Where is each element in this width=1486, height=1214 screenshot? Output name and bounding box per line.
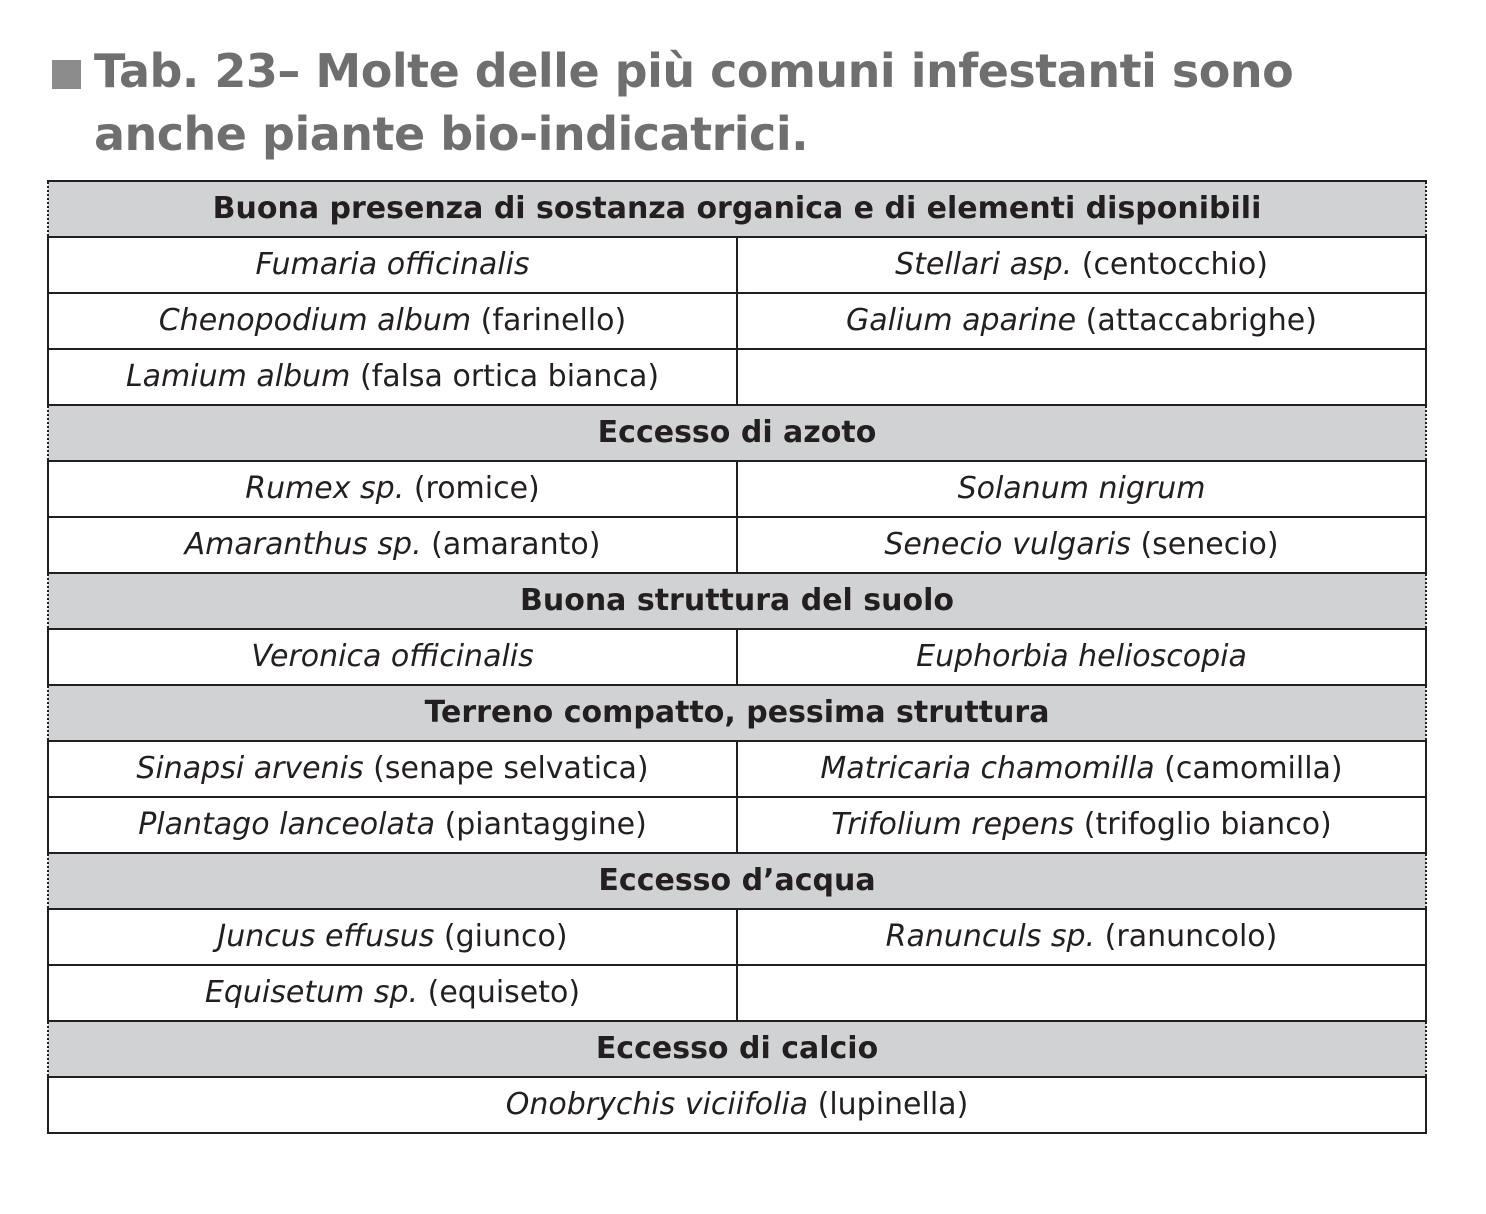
plant-cell bbox=[737, 461, 1426, 517]
common-name: (camomilla) bbox=[1164, 751, 1343, 786]
table-row bbox=[48, 629, 1426, 685]
table-row bbox=[48, 1077, 1426, 1133]
scientific-name: Juncus effusus bbox=[217, 919, 435, 954]
plant-cell bbox=[48, 517, 737, 573]
scientific-name: Chenopodium album bbox=[158, 303, 472, 338]
section-header-row bbox=[48, 685, 1426, 741]
table-row bbox=[48, 965, 1426, 1021]
section-heading: Buona presenza di sostanza organica e di elementi disponibili bbox=[48, 181, 1426, 237]
common-name: (equiseto) bbox=[427, 975, 581, 1010]
common-name: (farinello) bbox=[480, 303, 627, 338]
common-name: (centocchio) bbox=[1081, 247, 1268, 282]
plant-cell bbox=[737, 517, 1426, 573]
scientific-name: Veronica officinalis bbox=[251, 639, 534, 674]
section-header-row bbox=[48, 853, 1426, 909]
common-name: (amaranto) bbox=[431, 527, 601, 562]
common-name: (ranuncolo) bbox=[1104, 919, 1278, 954]
section-heading: Buona struttura del suolo bbox=[48, 573, 1426, 629]
common-name: (attaccabrighe) bbox=[1085, 303, 1317, 338]
common-name: (trifoglio bianco) bbox=[1083, 807, 1332, 842]
common-name: (senape selvatica) bbox=[373, 751, 649, 786]
table-row bbox=[48, 909, 1426, 965]
scientific-name: Onobrychis viciifolia bbox=[505, 1087, 809, 1122]
table-row bbox=[48, 741, 1426, 797]
plant-cell bbox=[737, 629, 1426, 685]
bio-indicator-table bbox=[47, 180, 1427, 1134]
section-heading: Eccesso d’acqua bbox=[48, 853, 1426, 909]
plant-cell bbox=[48, 629, 737, 685]
scientific-name: Solanum nigrum bbox=[957, 471, 1206, 506]
plant-cell bbox=[48, 237, 737, 293]
page-title: Tab. 23– Molte delle più comuni infestanti sono anche piante bio-indicatrici. bbox=[94, 44, 1294, 161]
plant-cell bbox=[737, 797, 1426, 853]
common-name: (senecio) bbox=[1140, 527, 1279, 562]
plant-cell bbox=[48, 293, 737, 349]
plant-cell bbox=[737, 909, 1426, 965]
plant-cell bbox=[48, 797, 737, 853]
section-header-row bbox=[48, 1021, 1426, 1077]
scientific-name: Euphorbia helioscopia bbox=[916, 639, 1247, 674]
plant-cell bbox=[48, 461, 737, 517]
scientific-name: Rumex sp. bbox=[245, 471, 405, 506]
table-row bbox=[48, 797, 1426, 853]
scientific-name: Plantago lanceolata bbox=[138, 807, 436, 842]
plant-cell bbox=[48, 1077, 1426, 1133]
scientific-name: Ranunculs sp. bbox=[885, 919, 1096, 954]
section-heading: Eccesso di calcio bbox=[48, 1021, 1426, 1077]
scientific-name: Lamium album bbox=[125, 359, 351, 394]
table-row bbox=[48, 237, 1426, 293]
common-name: (lupinella) bbox=[817, 1087, 969, 1122]
plant-cell bbox=[48, 741, 737, 797]
section-header-row bbox=[48, 573, 1426, 629]
common-name: (romice) bbox=[413, 471, 540, 506]
plant-cell bbox=[737, 237, 1426, 293]
scientific-name: Galium aparine bbox=[846, 303, 1077, 338]
section-heading: Eccesso di azoto bbox=[48, 405, 1426, 461]
plant-cell bbox=[737, 965, 1426, 1021]
scientific-name: Equisetum sp. bbox=[204, 975, 419, 1010]
section-header-row bbox=[48, 405, 1426, 461]
table-row bbox=[48, 293, 1426, 349]
plant-cell bbox=[737, 349, 1426, 405]
scientific-name: Sinapsi arvenis bbox=[136, 751, 364, 786]
scientific-name: Stellari asp. bbox=[895, 247, 1073, 282]
scientific-name: Matricaria chamomilla bbox=[820, 751, 1155, 786]
plant-cell bbox=[48, 349, 737, 405]
caption-square-marker bbox=[52, 60, 81, 89]
scientific-name: Fumaria officinalis bbox=[255, 247, 530, 282]
scientific-name: Trifolium repens bbox=[831, 807, 1075, 842]
scientific-name: Amaranthus sp. bbox=[184, 527, 422, 562]
plant-cell bbox=[48, 965, 737, 1021]
common-name: (falsa ortica bianca) bbox=[359, 359, 660, 394]
plant-cell bbox=[737, 293, 1426, 349]
table-row bbox=[48, 349, 1426, 405]
section-header-row bbox=[48, 181, 1426, 237]
common-name: (piantaggine) bbox=[444, 807, 647, 842]
plant-cell bbox=[48, 909, 737, 965]
table-row bbox=[48, 517, 1426, 573]
section-heading: Terreno compatto, pessima struttura bbox=[48, 685, 1426, 741]
common-name: (giunco) bbox=[443, 919, 568, 954]
table-row bbox=[48, 461, 1426, 517]
plant-cell bbox=[737, 741, 1426, 797]
scientific-name: Senecio vulgaris bbox=[884, 527, 1131, 562]
table-body bbox=[48, 181, 1426, 1133]
